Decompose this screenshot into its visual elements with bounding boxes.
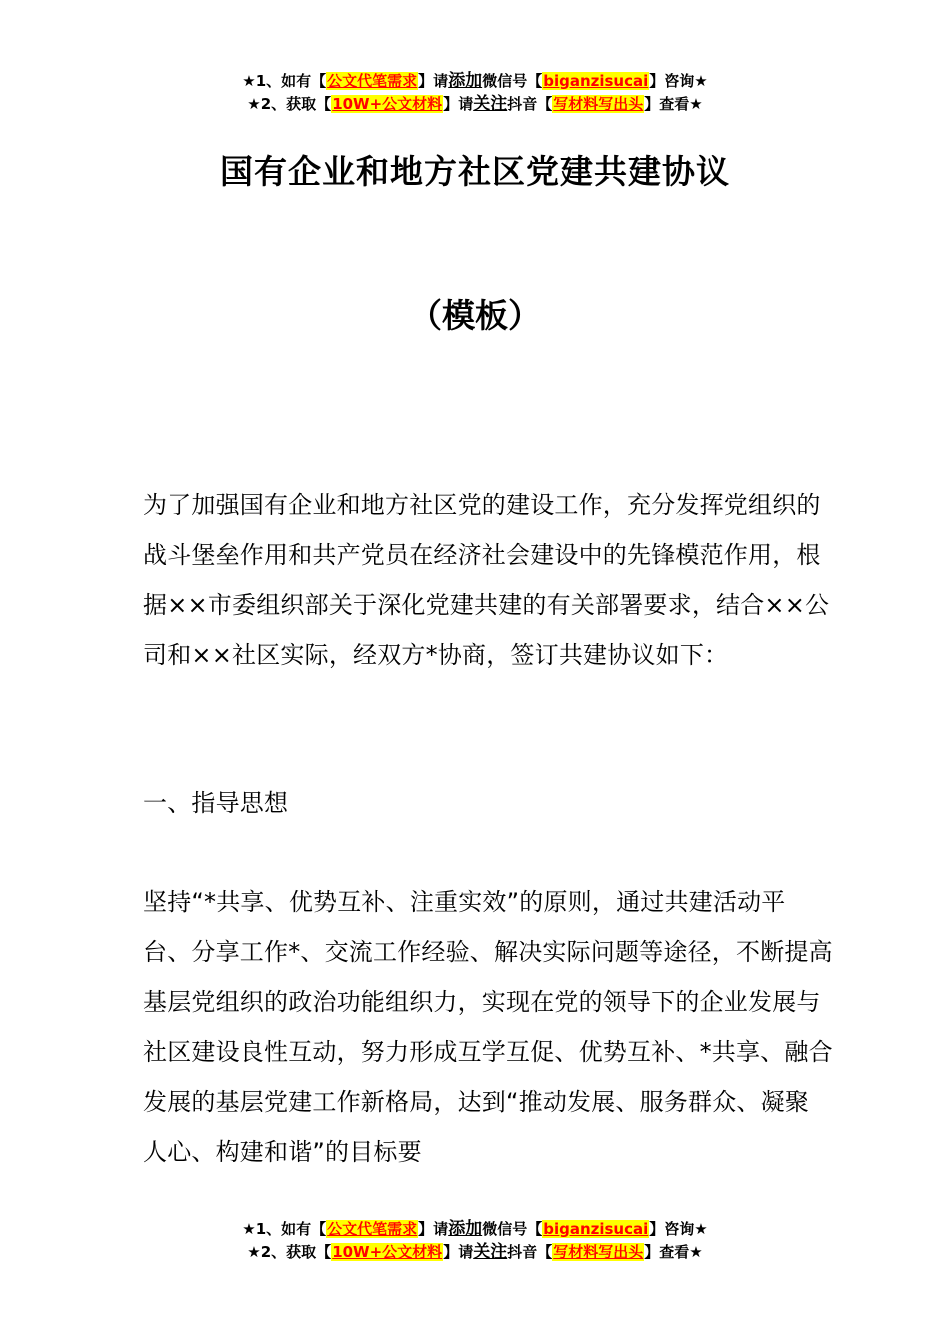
banner-text: 】查看★ bbox=[644, 95, 703, 113]
heading-text: 一、指导思想 bbox=[143, 789, 289, 817]
highlight-douyin-id: 写材料写出头 bbox=[553, 95, 644, 113]
banner-text: 微信号【 bbox=[482, 1220, 543, 1238]
banner-text: 】咨询★ bbox=[649, 72, 708, 90]
highlight-douyin-id: 写材料写出头 bbox=[553, 1243, 644, 1261]
banner-text: 】请 bbox=[418, 1220, 449, 1238]
highlight-service: 公文代笔需求 bbox=[327, 1220, 418, 1238]
paragraph-text: 为了加强国有企业和地方社区党的建设工作，充分发挥党组织的战斗堡垒作用和共产党员在经济社会建设中的先锋模范作用，根据××市委组织部关于深化党建共建的有关部署要求，结合××公司和××社区实际，经双方*协商，签订共建协议如下： bbox=[143, 491, 830, 669]
banner-text: 】查看★ bbox=[644, 1243, 703, 1261]
highlight-service: 公文代笔需求 bbox=[327, 72, 418, 90]
banner-text: ★2、获取【 bbox=[247, 95, 332, 113]
banner-text: 】咨询★ bbox=[649, 1220, 708, 1238]
banner-emphasis: 添加 bbox=[448, 71, 483, 91]
banner-text: 微信号【 bbox=[482, 72, 543, 90]
banner-text: 】请 bbox=[443, 95, 474, 113]
banner-emphasis: 关注 bbox=[473, 1242, 508, 1262]
top-banner bbox=[0, 70, 950, 116]
banner-text: 抖音【 bbox=[507, 95, 553, 113]
section-heading-guiding-thought bbox=[143, 778, 833, 828]
banner-text: 】请 bbox=[443, 1243, 474, 1261]
banner-emphasis: 添加 bbox=[448, 1219, 483, 1239]
banner-text: ★1、如有【 bbox=[242, 1220, 327, 1238]
banner-text: ★2、获取【 bbox=[247, 1243, 332, 1261]
highlight-materials: 10W+公文材料 bbox=[332, 95, 443, 113]
highlight-wechat-id: biganzisucai bbox=[543, 1220, 649, 1238]
guiding-thought-paragraph bbox=[143, 877, 833, 1177]
banner-line-1 bbox=[0, 70, 950, 93]
paragraph-text: 坚持“*共享、优势互补、注重实效”的原则，通过共建活动平台、分享工作*、交流工作经验、解决实际问题等途径，不断提高基层党组织的政治功能组织力，实现在党的领导下的企业发展与社区建设良性互动，努力形成互学互促、优势互补、*共享、融合发展的基层党建工作新格局，达到“推动发展、服务群众、凝聚人心、构建和谐”的目标要 bbox=[143, 888, 833, 1166]
banner-text: 抖音【 bbox=[507, 1243, 553, 1261]
intro-paragraph bbox=[143, 480, 833, 680]
banner-line-1 bbox=[0, 1218, 950, 1241]
bottom-banner bbox=[0, 1218, 950, 1264]
highlight-wechat-id: biganzisucai bbox=[543, 72, 649, 90]
banner-line-2 bbox=[0, 93, 950, 116]
banner-emphasis: 关注 bbox=[473, 94, 508, 114]
document-subtitle: （模板） bbox=[409, 296, 541, 335]
highlight-materials: 10W+公文材料 bbox=[332, 1243, 443, 1261]
banner-text: 】请 bbox=[418, 72, 449, 90]
document-title: 国有企业和地方社区党建共建协议 bbox=[220, 152, 730, 191]
banner-line-2 bbox=[0, 1241, 950, 1264]
banner-text: ★1、如有【 bbox=[242, 72, 327, 90]
